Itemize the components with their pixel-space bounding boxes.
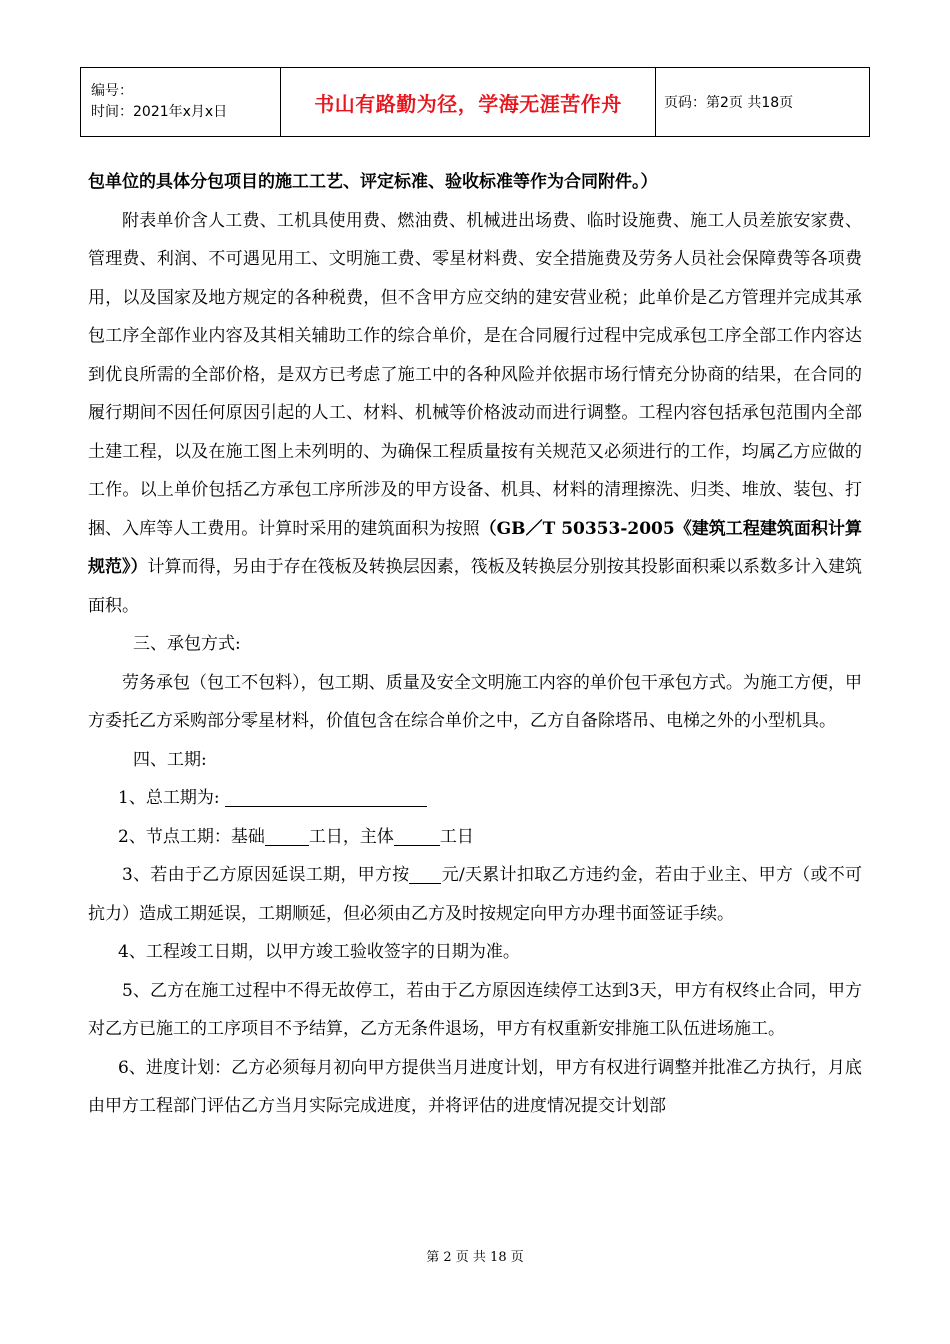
motto-text: 书山有路勤为径，学海无涯苦作舟 [314, 91, 622, 116]
structure-days-blank[interactable] [394, 825, 440, 846]
section-heading-duration: 四、工期: [133, 749, 207, 770]
item-progress-plan: 6、进度计划：乙方必须每月初向甲方提供当月进度计划，甲方有权进行调整并批准乙方执行，月底由甲方工程部门评估乙方当月实际完成进度，并将评估的进度情况提交计划部 [88, 1057, 862, 1116]
penalty-amount-blank[interactable] [409, 863, 441, 884]
section-heading-contract-mode: 三、承包方式: [133, 634, 241, 654]
page-footer [0, 1246, 950, 1265]
delay-penalty-a: 3、若由于乙方原因延误工期，甲方按 [122, 865, 410, 885]
delay-penalty-b: 元/天累计扣取乙方违约金，若由于业主、甲方（或不可抗力）造成工期延误，工期顺延，但必须由乙方及时按规定向甲方办理书面签证手续。 [88, 865, 862, 924]
item-total-duration [88, 779, 862, 818]
document-number-label: 编号： [91, 83, 133, 99]
header-page-info [656, 68, 869, 136]
total-duration-label: 1、总工期为: [118, 788, 220, 808]
item-milestone-duration [88, 818, 862, 857]
page-info-text: 页码：第2页 共18页 [664, 95, 794, 111]
document-body [88, 163, 862, 1126]
paragraph-unit-price [88, 202, 862, 626]
milestone-label-b: 工日，主体 [308, 826, 394, 847]
milestone-label-a: 2、节点工期：基础 [118, 826, 265, 847]
foundation-days-blank[interactable] [265, 825, 309, 846]
header-meta [81, 68, 281, 136]
item-completion-date: 4、工程竣工日期，以甲方竣工验收签字的日期为准。 [118, 942, 520, 962]
document-time-label: 时间：2021年x月x日 [91, 104, 228, 120]
item-delay-penalty [88, 856, 862, 933]
header-motto [281, 68, 656, 136]
page-header [80, 67, 870, 137]
standard-reference: （GB／T 50353-2005《建筑工程建筑面积计算规范》） [88, 518, 863, 577]
item-work-stoppage: 5、乙方在施工过程中不得无故停工，若由于乙方原因连续停工达到3天，甲方有权终止合同，甲方对乙方已施工的工序项目不予结算，乙方无条件退场，甲方有权重新安排施工队伍进场施工。 [88, 980, 862, 1039]
footer-page-number: 第 2 页 共 18 页 [426, 1250, 524, 1265]
paragraph-annex-note: 包单位的具体分包项目的施工工艺、评定标准、验收标准等作为合同附件。） [88, 172, 658, 192]
milestone-label-c: 工日 [439, 826, 474, 847]
unit-price-text: 附表单价含人工费、工机具使用费、燃油费、机械进出场费、临时设施费、施工人员差旅安家费、管理费、利润、不可遇见用工、文明施工费、零星材料费、安全措施费及劳务人员社会保障费等各项费用，以及国家及地方规定的各种税费，但不含甲方应交纳的建安营业税；此单价是乙方管理并完成其承包工序全部作业内容及其相关辅助工作的综合单价，是在合同履行过程中完成承包工序全部工作内容达到优良所需的全部价格，是双方已考虑了施工中的各种风险并依据市场行情充分协商的结果，在合同的履行期间不因任何原因引起的人工、材料、机械等价格波动而进行调整。工程内容包括承包范围内全部土建工程，以及在施工图上未列明的、为确保工程质量按有关规范又必须进行的工作，均属乙方应做的工作。以上单价包括乙方承包工序所涉及的甲方设备、机具、材料的清理擦洗、归类、堆放、装包、打捆、入库等人工费用。计算时采用的建筑面积为按照 [88, 210, 862, 539]
total-duration-blank[interactable] [225, 786, 427, 807]
paragraph-contract-mode: 劳务承包（包工不包料），包工期、质量及安全文明施工内容的单价包干承包方式。为施工方便，甲方委托乙方采购部分零星材料，价值包含在综合单价之中，乙方自备除塔吊、电梯之外的小型机具。 [88, 672, 862, 731]
unit-price-tail: 计算而得，另由于存在筏板及转换层因素，筏板及转换层分别按其投影面积乘以系数多计入建筑面积。 [88, 557, 863, 616]
